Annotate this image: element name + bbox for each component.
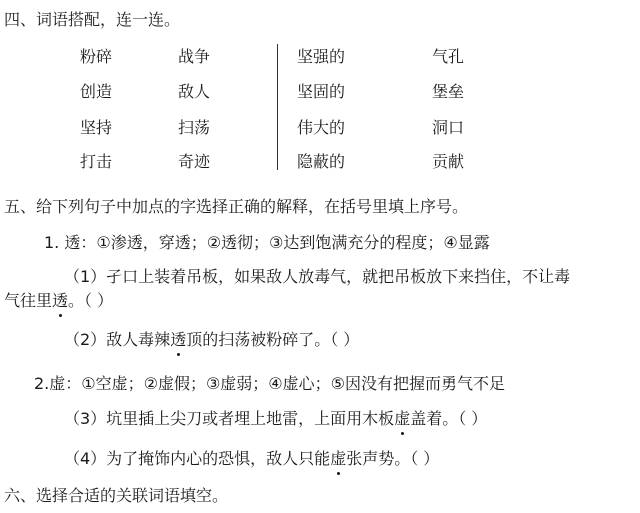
- answer-blank[interactable]: 张声势。（ ）: [346, 449, 440, 468]
- section-5-title: 五、给下列句子中加点的字选择正确的解释，在括号里填上序号。: [4, 197, 469, 216]
- sentence-text: （3）坑里插上尖刀或者埋上地雷，上面用木板: [64, 409, 395, 428]
- word-item: 隐蔽的: [297, 152, 346, 171]
- word-item: 堡垒: [432, 82, 465, 101]
- word-item: 气孔: [432, 47, 465, 66]
- sentence-text: （2）敌人毒辣: [64, 330, 171, 349]
- word-item: 坚固的: [297, 82, 346, 101]
- word-item: 扫荡: [178, 118, 211, 137]
- dotted-character: 虚: [394, 409, 411, 428]
- answer-blank[interactable]: 盖着。（ ）: [410, 409, 488, 428]
- dotted-character: 透: [52, 291, 69, 310]
- word-item: 洞口: [432, 118, 465, 137]
- sentence-1-line-2: [4, 291, 113, 311]
- section-4-title: 四、词语搭配，连一连。: [4, 10, 181, 29]
- dotted-character: 透: [170, 330, 187, 349]
- word-item: 敌人: [178, 82, 211, 101]
- word-item: 打击: [80, 152, 113, 171]
- question-1-header: 1. 透：①渗透，穿透；②透彻；③达到饱满充分的程度；④显露: [44, 233, 490, 252]
- column-divider: [277, 44, 278, 170]
- word-item: 创造: [80, 82, 113, 101]
- sentence-text: 气往里: [4, 291, 53, 310]
- section-6-title: 六、选择合适的关联词语填空。: [4, 486, 229, 505]
- sentence-3: [64, 409, 487, 429]
- word-item: 奇迹: [178, 152, 211, 171]
- sentence-1-line-1: （1）孑口上装着吊板，如果敌人放毒气，就把吊板放下来挡住，不让毒: [64, 267, 571, 286]
- answer-blank[interactable]: 顶的扫荡被粉碎了。（ ）: [186, 330, 360, 349]
- answer-blank[interactable]: 。（ ）: [68, 291, 114, 310]
- sentence-4: [64, 449, 439, 469]
- word-item: 坚持: [80, 118, 113, 137]
- word-item: 坚强的: [297, 47, 346, 66]
- word-item: 粉碎: [80, 47, 113, 66]
- word-item: 战争: [178, 47, 211, 66]
- word-item: 伟大的: [297, 118, 346, 137]
- sentence-text: （4）为了掩饰内心的恐惧，敌人只能: [64, 449, 331, 468]
- word-item: 贡献: [432, 152, 465, 171]
- question-2-header: 2.虚：①空虚；②虚假；③虚弱；④虚心；⑤因没有把握而勇气不足: [34, 374, 505, 393]
- dotted-character: 虚: [330, 449, 347, 468]
- sentence-2: [64, 330, 359, 350]
